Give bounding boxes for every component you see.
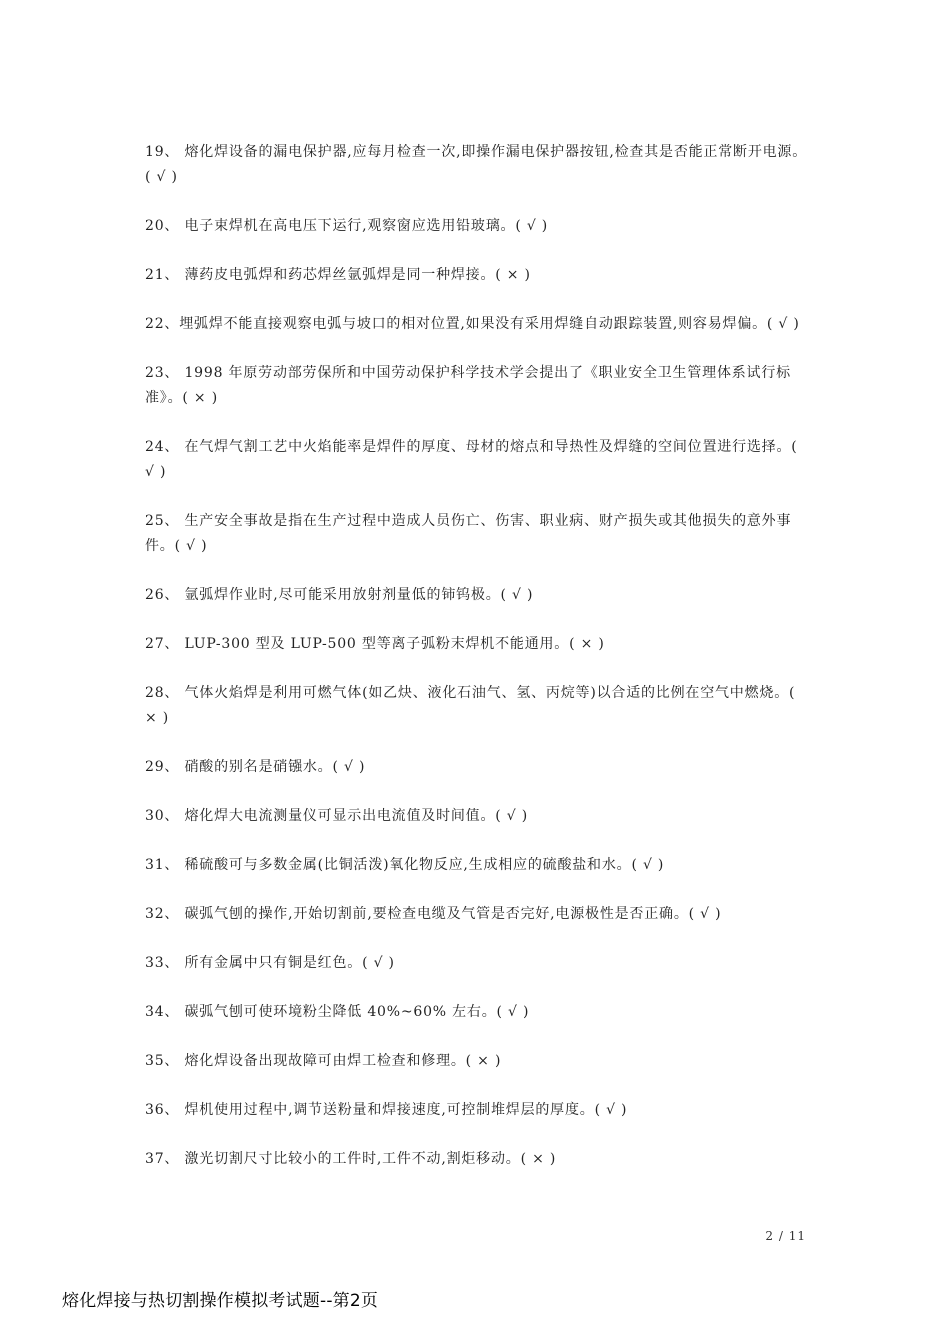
question-item [145,361,811,411]
question-number: 35、 [145,1053,185,1069]
question-number: 25、 [145,513,185,529]
question-item [145,951,811,976]
question-item [145,263,811,288]
question-text: 1998 年原劳动部劳保所和中国劳动保护科学技术学会提出了《职业安全卫生管理体系试行标准》。( × ) [145,365,791,406]
question-number: 23、 [145,365,185,381]
question-number: 33、 [145,955,185,971]
question-number: 19、 [145,144,185,160]
question-item [145,583,811,608]
question-item [145,312,811,337]
question-text: 熔化焊大电流测量仪可显示出电流值及时间值。( √ ) [184,808,529,824]
question-text: 熔化焊设备的漏电保护器,应每月检查一次,即操作漏电保护器按钮,检查其是否能正常断开电源。( √ ) [145,144,808,185]
question-text: 激光切割尺寸比较小的工件时,工件不动,割炬移动。( × ) [184,1151,557,1167]
question-item [145,140,811,190]
question-item [145,804,811,829]
question-number: 32、 [145,906,185,922]
question-number: 28、 [145,685,185,701]
question-number: 24、 [145,439,185,455]
question-text: 生产安全事故是指在生产过程中造成人员伤亡、伤害、职业病、财产损失或其他损失的意外事件。( √ ) [145,513,792,554]
question-text: 电子束焊机在高电压下运行,观察窗应选用铅玻璃。( √ ) [184,218,549,234]
question-item [145,755,811,780]
question-text: 埋弧焊不能直接观察电弧与坡口的相对位置,如果没有采用焊缝自动跟踪装置,则容易焊偏。( √ ) [179,316,800,332]
question-text: 碳弧气刨可使环境粉尘降低 40%~60% 左右。( √ ) [184,1004,530,1020]
question-number: 22、 [145,316,180,332]
question-number: 20、 [145,218,185,234]
question-text: 碳弧气刨的操作,开始切割前,要检查电缆及气管是否完好,电源极性是否正确。( √ ) [184,906,722,922]
question-text: 所有金属中只有铜是红色。( √ ) [184,955,395,971]
question-item [145,681,811,731]
question-text: 硝酸的别名是硝镪水。( √ ) [184,759,366,775]
question-item [145,1147,811,1172]
page-number: 2 / 11 [765,1229,806,1243]
question-text: 在气焊气割工艺中火焰能率是焊件的厚度、母材的熔点和导热性及焊缝的空间位置进行选择。( √ ) [145,439,798,480]
question-item [145,853,811,878]
question-number: 36、 [145,1102,185,1118]
question-text: 氩弧焊作业时,尽可能采用放射剂量低的铈钨极。( √ ) [184,587,534,603]
question-number: 31、 [145,857,185,873]
question-item [145,632,811,657]
question-item [145,435,811,485]
question-number: 37、 [145,1151,185,1167]
question-item [145,509,811,559]
question-text: LUP-300 型及 LUP-500 型等离子弧粉末焊机不能通用。( × ) [184,636,605,652]
question-item [145,902,811,927]
question-list [145,140,811,1196]
question-text: 焊机使用过程中,调节送粉量和焊接速度,可控制堆焊层的厚度。( √ ) [184,1102,628,1118]
question-number: 21、 [145,267,185,283]
footer-title: 熔化焊接与热切割操作模拟考试题--第2页 [62,1291,379,1311]
question-text: 稀硫酸可与多数金属(比铜活泼)氧化物反应,生成相应的硫酸盐和水。( √ ) [184,857,665,873]
question-number: 26、 [145,587,185,603]
question-number: 34、 [145,1004,185,1020]
question-item [145,214,811,239]
question-text: 气体火焰焊是利用可燃气体(如乙炔、液化石油气、氢、丙烷等)以合适的比例在空气中燃烧。( × ) [145,685,796,726]
question-text: 薄药皮电弧焊和药芯焊丝氩弧焊是同一种焊接。( × ) [184,267,531,283]
question-item [145,1049,811,1074]
question-number: 27、 [145,636,185,652]
question-item [145,1098,811,1123]
question-item [145,1000,811,1025]
question-number: 29、 [145,759,185,775]
question-text: 熔化焊设备出现故障可由焊工检查和修理。( × ) [184,1053,502,1069]
question-number: 30、 [145,808,185,824]
